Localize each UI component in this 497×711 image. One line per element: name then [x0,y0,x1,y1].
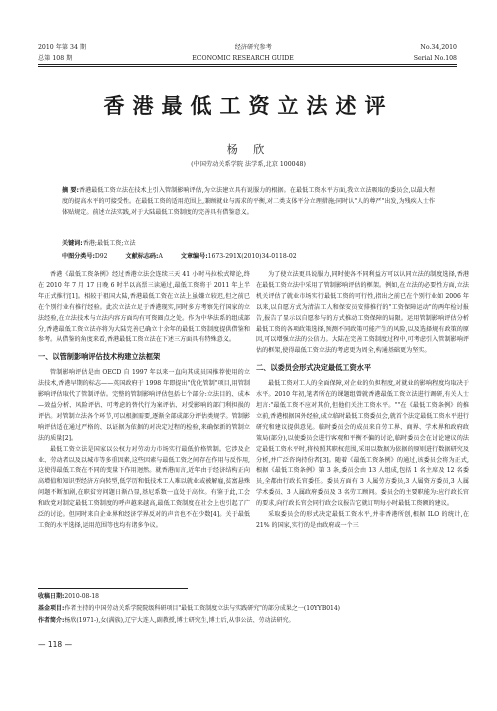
section-1-paragraph-2: 最低工资立法是国家以公权力对劳动力市场实行最低价格管制。它涉及企业、劳动者以及以城市等多重因素,这些因素与最低工资之间存在作用与反作用,这使得最低工资在不同的变量下作用迥然。就香港而言,近年由于经济结构正向高增值和知识型经济方向转型,低学历和低技术工人难以就业或被解雇,贫富悬殊问题不断加剧,在职贫穷问题日渐凸显,基尼系数一直处于高位。有鉴于此,工会和政党对制定最低工资制度的呼声越来越高,最低工资制度在社会上也引起了广泛的讨论。但同时来自企业界和经济学界反对的声音也不在少数[4]。关于最低工资的水平选择,运用范围等也均有诸多争议。 [38,445,250,529]
author-bio-label: 作者简介: [38,617,65,624]
body-column-right [256,270,469,532]
fund-value: 作者主持的中国劳动关系学院院级科研项目"最低工资制度立法与实践研究"的部分成果之一(10YYB014) [64,605,341,612]
intro-paragraph: 香港《最低工资条例》经过香港立法会连续三天 41 小时马拉松式辩论,终在 2010 年 7 月 17 日晚 6 时半以高票三读通过,最低工资将于 2011 年上半年正式推行[1]。相较于祖国大陆,香港最低工资在立法上虽嫌立较迟,但之前已在个别行业有推行经验。此次立法立足于香港现实,同时多方考察先行国家的立法经验,在立法技术与立法内容方面均有可资圈点之处。作为中华法系的组成部分,香港最低工资立法亦将为大陆完善已确立十余年的最低工资制度提供借鉴和参考。从借鉴的角度来看,香港最低工资立法在下述三方面具有特殊意义。 [38,271,250,344]
body-column-left [38,270,250,532]
section-2-paragraph-2: 采取委员会的形式决定最低工资水平,并非香港所创,根据 ILO 的统计,在 21% 的国家,实行的是由政府或一个三 [256,511,469,529]
page-number: — 118 — [38,640,73,649]
clc-label: 中图分类号: [62,253,95,260]
header-rule-2 [38,66,457,67]
section-1-paragraph-1: 管制影响评估是由 OECD 自 1997 年以来一直向其成员国推荐使用的立法技术,香港早期的标志——英国政府于 1998 年即提出"优化管制"项目,用管制影响评估取代了管制评估。完整的管制影响评估包括七个部分:立法目的、成本—效益分析、风险评估、可考虑的替代行为案评估、对受影响的部门利担损的评估。对管制立法各个环节,可以根据需要,逐渐全部成部分评估类规学。管制影响评估适在通过严格的、以证据为依据的对决定过程的检验,来确保新的管制立法的质量[2]。 [38,369,250,442]
classification-line [62,251,435,260]
total-issue-label: 总第 108 期 [38,55,73,62]
issue-label: 2010 年第 34 期 [38,44,87,51]
article-no-value: 1673-291X(2010)34-0118-02 [207,253,297,260]
author-affiliation: (中国劳动关系学院 法学系,北京 100048) [191,161,306,168]
received-label: 收稿日期: [38,593,65,600]
section-2-heading: 二、以委员会形式决定最低工资水平 [256,363,372,373]
keywords [62,238,136,247]
clc-value: D92 [94,253,108,260]
footnote-rule [38,588,188,589]
abstract-text: 香港最低工资立法在技术上引入管制影响评估,为立法建立具有说服力的根据。在最低工资水平方面,我立立法吸取的委员会,以最大程度的提高水平的可接受性。在最低工资的适用范围上,兼顾就业与需求的平衡,对二类支体平分立理措施;同时认"人的尊严"出发,为残疾人士作体贴规定。前述立法实践,对于大陆最低工资制度的完善具有借鉴意义。 [62,187,436,217]
doc-code-value: A [158,253,163,260]
serial-number: Serial No.108 [413,55,457,62]
doc-code-label: 文献标志码: [125,253,159,260]
issue-number: No.34,2010 [420,44,457,51]
running-header-top [38,44,457,52]
author-name: 杨 欣 [226,143,271,156]
article-title: 香港最低工资立法述评 [103,94,394,118]
fund-note [38,603,457,616]
keywords-label: 关键词: [62,240,83,247]
fund-label: 基金项目: [38,605,65,612]
keywords-text: 香港;最低工资;立法 [82,240,136,247]
section-1-heading: 一、以管制影响评估技术构建立法框架 [38,352,161,362]
journal-name: 经济研究参考 [234,44,272,51]
section-2-paragraph-1: 最低工资对工人的全面保障,对企业的负担程度,对就业的影响程度均取决于水平。2010 年初,笔者所在的课题组曾就香港最低工资立法进行调研,有关人士坦言:"最低工资不应对其价,但他们关注工资水平。""在《最低工资条例》的推立前,香港根据国外经验,成立临时最低工资委员会,就首个法定最低工资水平进行研究和建议提供意见。临时委员会的成员来自劳工界、商界、学术界和政府政策局(部分),以使委员会进行客观和平衡不偏的讨论,临时委员会在讨论建议的法定最低工资水平时,将按照其职权范围,采用以数据为依据的原则进行数据研究及分析,并广泛咨询持份者[3]。随着《最低工资条例》的通过,该委员会将为正式,根据《最低工资条例》第 3 条,委员会由 13 人组成,包括 1 名主席及 12 名委员,全都由行政长官委任。委员方面有 3 人属劳方委员,3 人属资方委员,3 人属学术委员、3 人属政府委员及 3 名劳工顾问。委员会的主要职能为:应行政长官的要求,向行政长官会同行政会议报告它就订明每小时最低工资额的建议。 [256,380,469,508]
abstract-label: 摘 要: [62,187,79,194]
running-header-bottom [38,55,457,63]
section-1-paragraph-3: 为了使立法更具说服力,同时使各不同利益方可以认同立法的制度选择,香港在最低工资立法中采用了管制影响评估的框架。例如,在立法的必要性方面,立法机关评估了就业市场实行最低工资的可行性,指出之前已在个别行业如 2006 年以来,以自愿方式为清洁工人和保安员安排推行的"工资保障运动"的两年检讨报告,报告了显示以自愿参与的方式推动工资保障的局限。运用管制影响评估分析最低工资的各项政策选择,预测不同政策可能产生的风险,以及选择规有政策的原因,可以增强立法的公信力。大陆在完善工资制度过程中,可考虑引入管制影响评估的框架,使得最低工资立法的考虑更为周全,构通基础更为坚实。 [256,271,469,355]
article-no-label: 文章编号: [180,253,208,260]
received-value: 2010-08-18 [64,593,99,600]
received-date [38,591,457,604]
header-rule [38,64,457,65]
author-bio [38,615,457,628]
abstract [62,185,435,219]
author-bio-value: 杨欣(1971-),女(满族),辽宁大连人,副教授,博士研究生,博士后,从事公法、劳动法研究。 [64,617,295,624]
journal-name-english: ECONOMIC RESEARCH GUIDE [192,55,294,62]
